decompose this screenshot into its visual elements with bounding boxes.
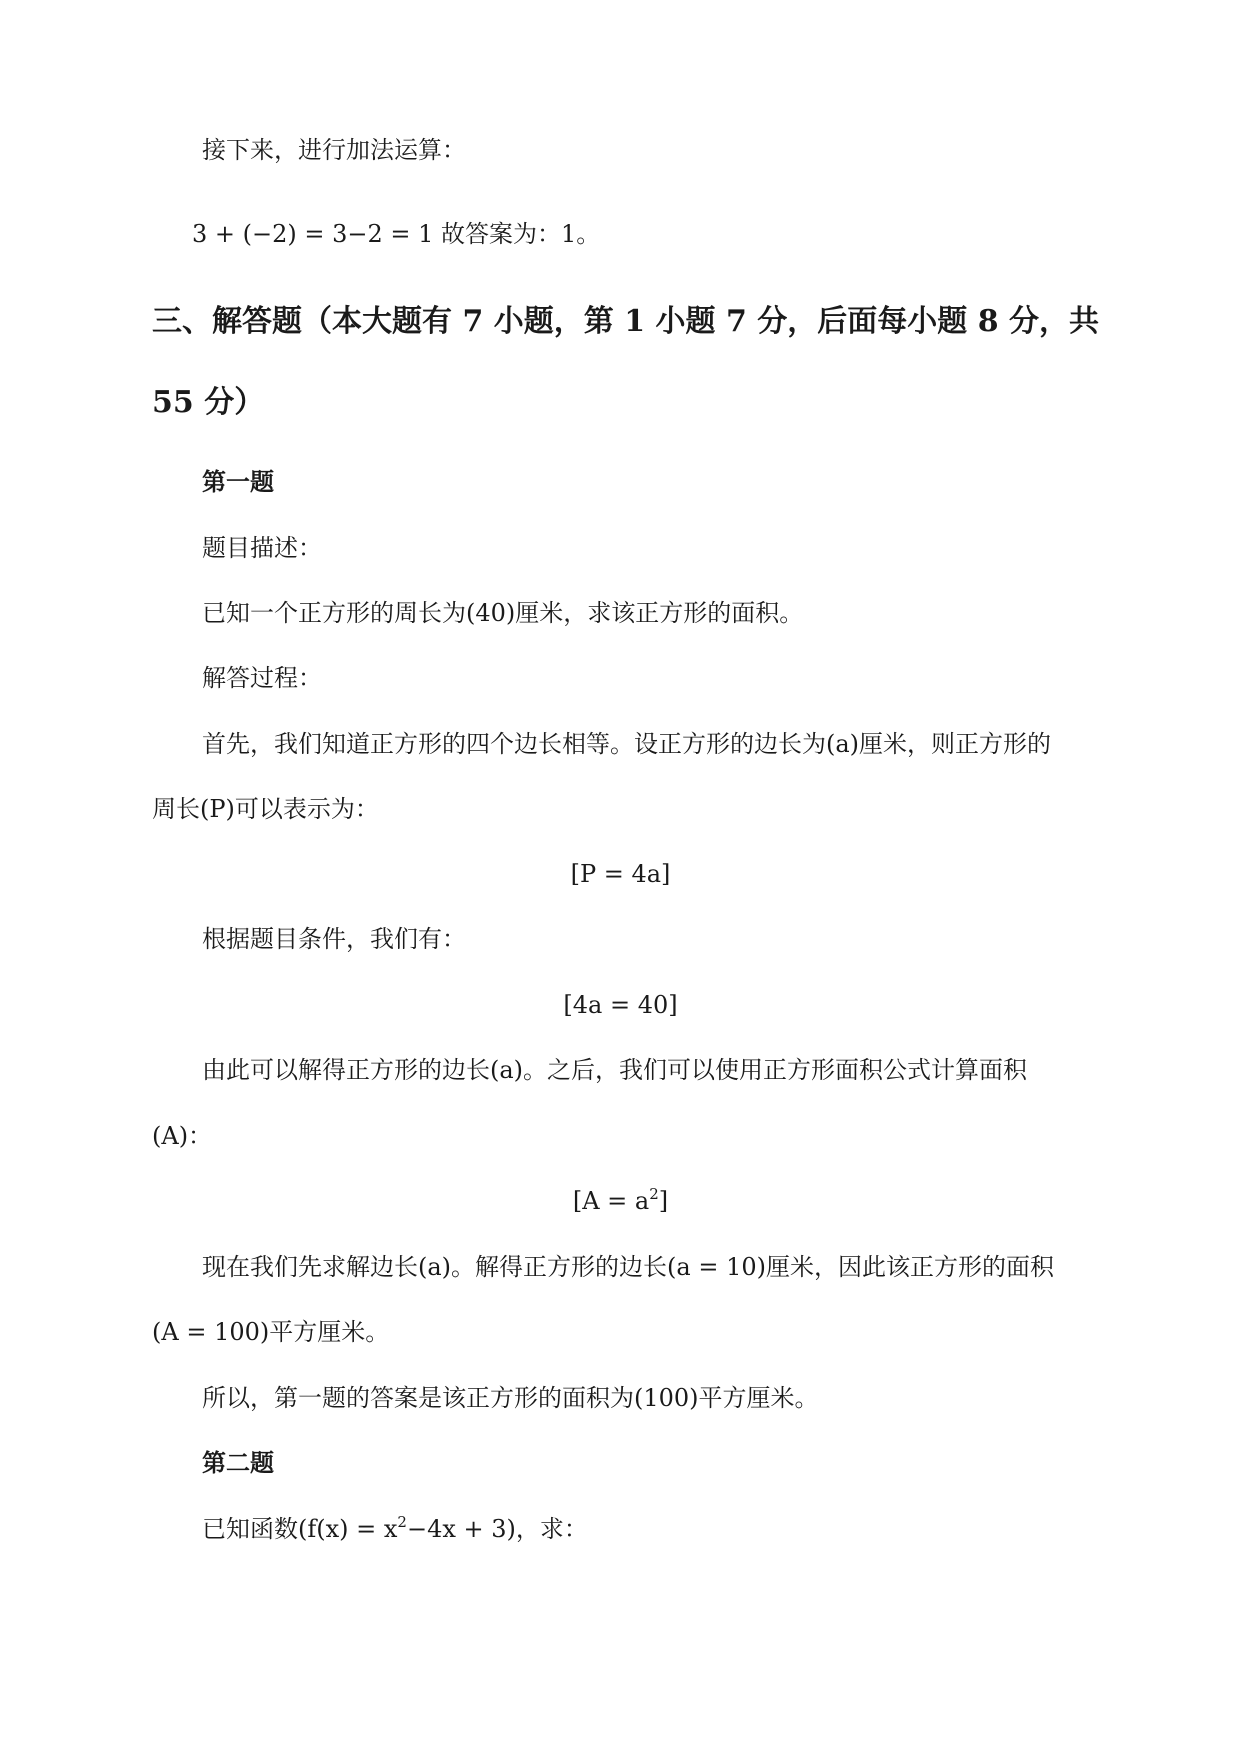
equation-side: [4a = 40] (563, 991, 678, 1019)
question-1-desc-label: 题目描述： (202, 534, 322, 562)
question-2-function-start: 已知函数(f(x) = x (202, 1515, 398, 1543)
text-line: 接下来，进行加法运算： (202, 136, 466, 164)
equation-area-base: [A = a (572, 1187, 650, 1215)
paragraph-1: 首先，我们知道正方形的四个边长相等。设正方形的边长为(a)厘米，则正方形的 (202, 730, 1052, 758)
equation-area (0, 1185, 1241, 1215)
section-title-continued: 55 分） (152, 385, 265, 420)
question-1-title: 第一题 (202, 467, 274, 496)
paragraph-5: 所以，第一题的答案是该正方形的面积为(100)平方厘米。 (202, 1384, 819, 1412)
section-title: 三、解答题（本大题有 7 小题，第 1 小题 7 分，后面每小题 8 分，共 (152, 304, 1100, 339)
equation-perimeter: [P = 4a] (570, 860, 671, 888)
question-2-function-end: −4x + 3)，求： (406, 1515, 588, 1543)
equation-area-end: ] (658, 1187, 669, 1215)
question-2-description (202, 1513, 588, 1543)
paragraph-3-continued: (A)： (152, 1122, 213, 1150)
question-1-description: 已知一个正方形的周长为(40)厘米，求该正方形的面积。 (202, 599, 804, 627)
equation-area-exponent: 2 (649, 1185, 659, 1203)
equation-line: 3 + (−2) = 3−2 = 1 故答案为：1。 (192, 220, 601, 248)
paragraph-2: 根据题目条件，我们有： (202, 925, 466, 953)
question-2-exponent: 2 (397, 1513, 407, 1531)
question-1-process-label: 解答过程： (202, 664, 322, 692)
paragraph-3: 由此可以解得正方形的边长(a)。之后，我们可以使用正方形面积公式计算面积 (202, 1056, 1028, 1084)
question-2-title: 第二题 (202, 1448, 274, 1477)
paragraph-4: 现在我们先求解边长(a)。解得正方形的边长(a = 10)厘米，因此该正方形的面积 (202, 1253, 1054, 1281)
paragraph-4-continued: (A = 100)平方厘米。 (152, 1318, 390, 1346)
paragraph-1-continued: 周长(P)可以表示为： (152, 795, 379, 823)
